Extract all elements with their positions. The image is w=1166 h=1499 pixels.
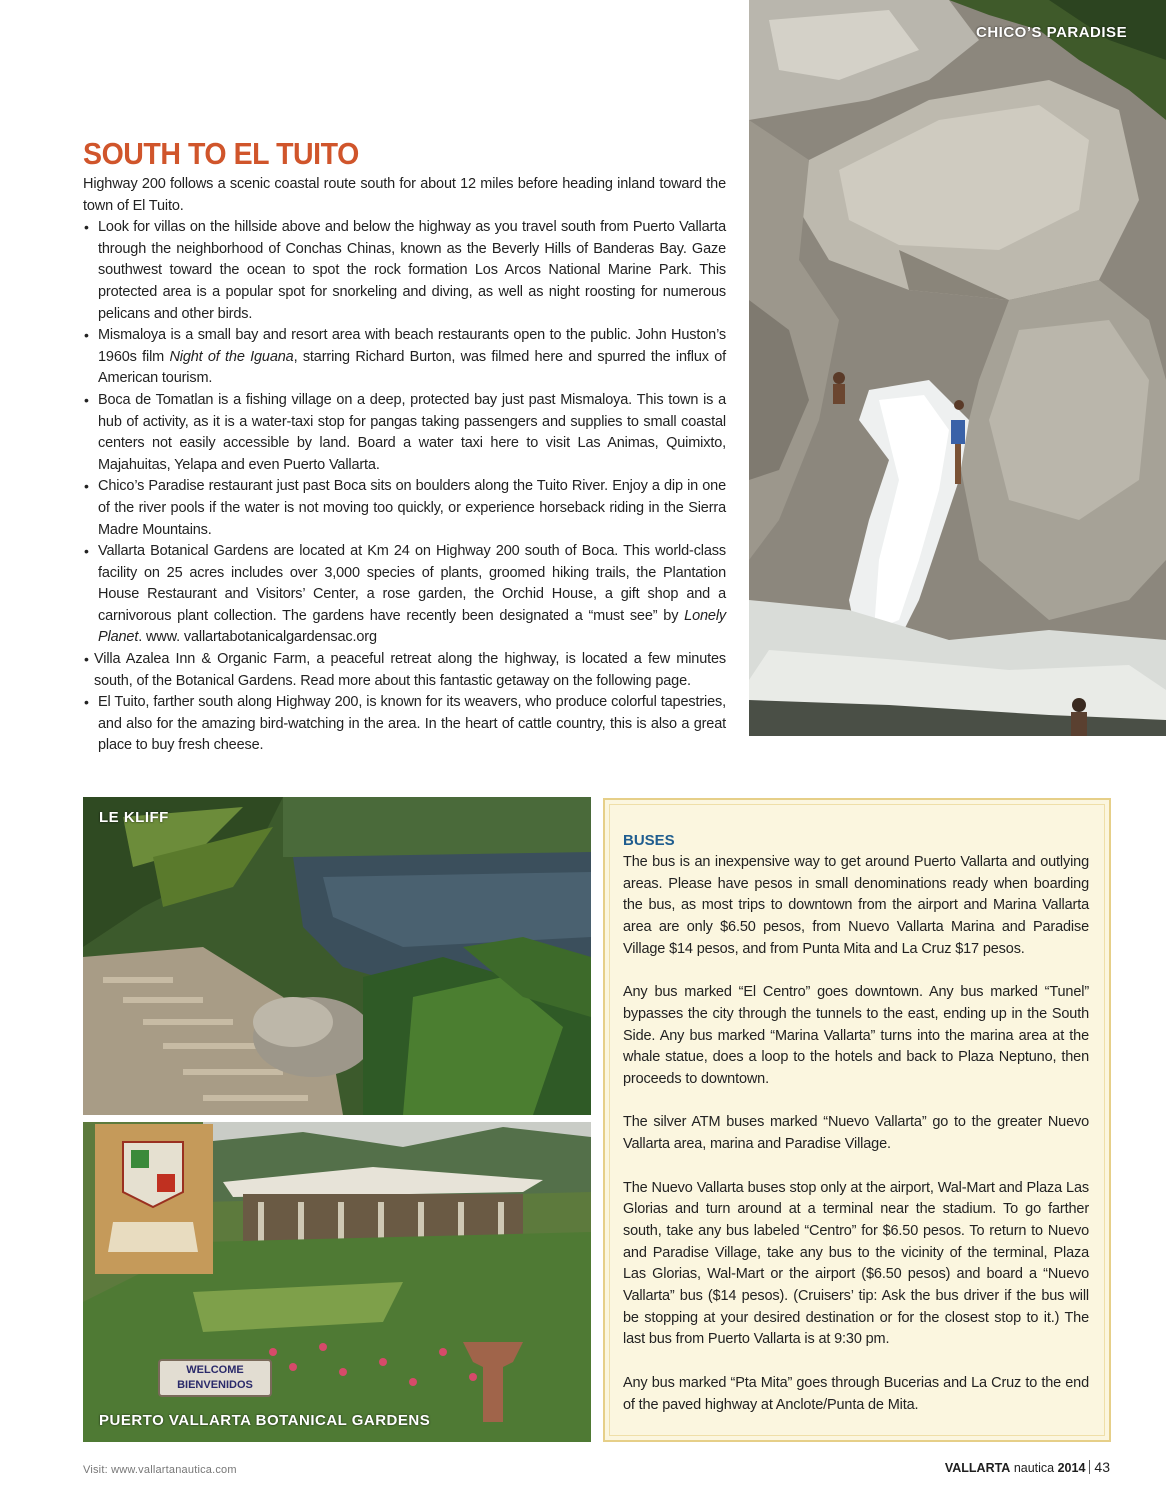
article xyxy=(83,134,726,757)
buses-heading: BUSES xyxy=(623,832,675,849)
bullet-chicos-paradise: • Chico’s Paradise restaurant just past Boca sits on boulders along the Tuito River. Enjoy a dip in one of the river pools if the water is not moving too quickly, or experience horseback riding in the Sierra Madre Mountains. xyxy=(83,476,726,541)
bullet-mismaloya-text-a: Mismaloya is a small bay and resort area with beach restaurants open to the public. John Huston’s 1960s film xyxy=(98,327,726,365)
footer-year: 2014 xyxy=(1057,1461,1086,1475)
bullet-boca-de-tomatlan: • Boca de Tomatlan is a fishing village on a deep, protected bay just past Mismaloya. This town is a hub of activity, as it is a water-taxi stop for pangas taking passengers and supplies to small coastal centers not easily accessible by land. Board a water taxi here to visit Las Animas, Quimixto, Majahuitas, Yelapa and even Puerto Vallarta. xyxy=(83,390,726,476)
le-kliff-illustration xyxy=(83,797,591,1115)
botanical-gardens-photo xyxy=(83,1122,591,1442)
le-kliff-photo xyxy=(83,797,591,1115)
welcome-sign-line2: BIENVENIDOS xyxy=(177,1379,253,1391)
welcome-sign xyxy=(159,1360,271,1396)
botanical-gardens-caption: PUERTO VALLARTA BOTANICAL GARDENS xyxy=(99,1412,431,1429)
welcome-sign-line1: WELCOME xyxy=(186,1364,244,1376)
footer-divider xyxy=(1089,1460,1090,1474)
chicos-paradise-photo xyxy=(749,0,1166,736)
bullet-mismaloya-film-title: Night of the Iguana xyxy=(169,348,294,365)
bullet-mismaloya-text-b: , starring Richard Burton, was filmed here and spurred the influx of American tourism. xyxy=(98,348,727,387)
article-title: SOUTH TO EL TUITO xyxy=(83,136,359,171)
bullet-conchas-chinas: • Look for villas on the hillside above and below the highway as you travel south from Puerto Vallarta through the neighborhood of Conchas Chinas, known as the Beverly Hills of Banderas Bay. Gaze southwest toward the ocean to spot the rock formation Los Arcos National Marine Park. This protected area is a popular spot for snorkeling and diving, as well as night roosting for numerous pelicans and other birds. xyxy=(83,217,726,325)
buses-sidebar xyxy=(603,798,1111,1442)
bullet-botanical-text-a: Vallarta Botanical Gardens are located at Km 24 on Highway 200 south of Boca. This world-class facility on 25 acres includes over 3,000 species of plants, groomed hiking trails, the Plantation House Restaurant and Visitors’ Center, a rose garden, the Orchid House, a gift shop and a carnivorous plant collection. The gardens have recently been designated a “must see” by xyxy=(98,543,726,624)
buses-paragraph-routes: Any bus marked “El Centro” goes downtown. Any bus marked “Tunel” bypasses the city through the tunnels to the east, ending up in the South Side. Any bus marked “Marina Vallarta” turns into the marina area at the whale statue, does a loop to the hotels and back to Plaza Neptuno, then proceeds to downtown. xyxy=(623,984,1089,1088)
buses-paragraph-nuevo-vallarta: The Nuevo Vallarta buses stop only at the airport, Wal-Mart and Plaza Las Glorias and turn around at a terminal near the stadium. To go farther south, take any bus labeled “Centro” for $6.50 pesos. To return to Nuevo and Paradise Village, take any bus to the vicinity of the terminal, Plaza Las Glorias, Wal-Mart or the airport ($6.50 pesos) and board a “Nuevo Vallarta” bus ($14 pesos). (Cruisers’ tip: Ask the bus driver if the bus will be stopping at your desired destination or for the closest stop to it.) The last bus from Puerto Vallarta is at 9:30 pm. xyxy=(623,1179,1089,1348)
chicos-paradise-caption: CHICO’S PARADISE xyxy=(976,24,1128,41)
bullet-botanical-text-b: . www. vallartabotanicalgardensac.org xyxy=(138,629,377,646)
footer-magazine-name: VALLARTA xyxy=(944,1461,1011,1475)
bullet-botanical-gardens xyxy=(83,541,726,649)
bullet-mismaloya xyxy=(83,325,726,390)
article-intro: Highway 200 follows a scenic coastal route south for about 12 miles before heading inland toward the town of El Tuito. xyxy=(83,176,726,214)
bullet-el-tuito: • El Tuito, farther south along Highway 200, is known for its weavers, who produce colorful tapestries, and also for the amazing bird-watching in the area. In the heart of cattle country, this is also a great place to buy fresh cheese. xyxy=(83,692,726,757)
buses-paragraph-pta-mita: Any bus marked “Pta Mita” goes through Bucerias and La Cruz to the end of the paved highway at Anclote/Punta de Mita. xyxy=(623,1374,1089,1413)
footer-folio xyxy=(945,1459,1110,1475)
chicos-paradise-illustration xyxy=(749,0,1166,736)
footer-visit-url: Visit: www.vallartanautica.com xyxy=(83,1464,237,1476)
le-kliff-caption: LE KLIFF xyxy=(99,809,169,826)
buses-paragraph-atm: The silver ATM buses marked “Nuevo Vallarta” go to the greater Nuevo Vallarta area, marina and Paradise Village. xyxy=(623,1114,1089,1153)
page-number: 43 xyxy=(1094,1459,1110,1475)
buses-paragraph-fares: The bus is an inexpensive way to get around Puerto Vallarta and outlying areas. Please have pesos in small denominations ready when boarding the bus, as most trips to downtown from the airport and Marina Vallarta area are only $6.50 pesos, from Nuevo Vallarta Marina and Paradise Village $14 pesos, and from Punta Mita and La Cruz $17 pesos. xyxy=(623,854,1089,957)
bullet-villa-azalea: • Villa Azalea Inn & Organic Farm, a peaceful retreat along the highway, is located a few minutes south, of the Botanical Gardens. Read more about this fantastic getaway on the following page. xyxy=(83,649,726,692)
bullet-botanical-lonely-planet: Lonely Planet xyxy=(98,607,726,646)
article-bullet-list xyxy=(83,217,726,757)
footer-magazine-subtitle: nautica xyxy=(1013,1461,1055,1475)
